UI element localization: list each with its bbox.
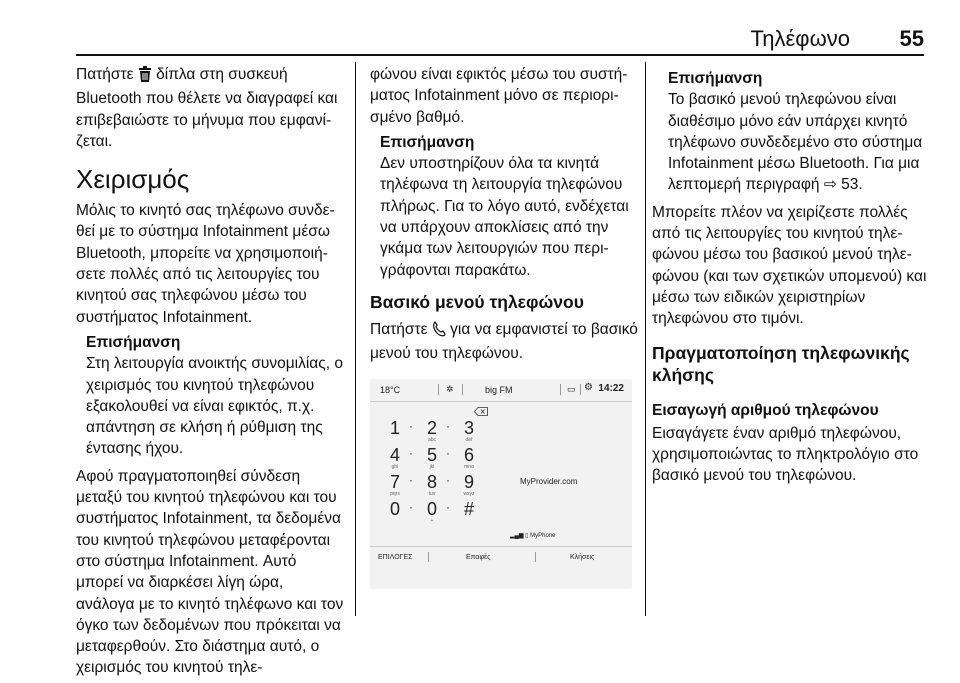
paragraph: Μόλις το κινητό σας τηλέφωνο συνδεθεί με το σύστημα Infotainment μέσω Bluetooth, μπορείτε να χρησιμοποιήσετε πολλές από τις λειτουργίες του κινητού σας τηλεφώνου μέσω του συστήματος Infotainment. xyxy=(76,202,335,326)
paragraph: Εισαγάγετε έναν αριθμό τηλεφώνου, χρησιμοποιώντας το πληκτρολόγιο στο βασικό μενού του τηλεφώνου. xyxy=(652,424,919,485)
subsection-title-enter-number: Εισαγωγή αριθμού τηλεφώνου xyxy=(652,401,879,419)
key-6[interactable]: 6 mno xyxy=(463,444,474,470)
signal-strength-icon: ▂▄▆ xyxy=(510,532,524,539)
key-7[interactable]: 7 pqrs xyxy=(389,471,400,497)
key-2[interactable]: 2 abc xyxy=(426,417,437,443)
note-title: Επισήμανση xyxy=(668,70,763,87)
provider-name: MyProvider.com xyxy=(520,476,578,486)
trash-icon xyxy=(138,66,152,88)
key-separator: · xyxy=(409,445,413,460)
key-0[interactable]: 0 xyxy=(389,498,400,519)
key-separator: · xyxy=(446,472,450,487)
phone-handset-icon xyxy=(432,321,446,343)
key-hash[interactable]: # xyxy=(463,498,474,519)
key-5[interactable]: 5 jkl xyxy=(426,444,437,470)
key-separator: · xyxy=(409,418,413,433)
note-block xyxy=(86,332,344,460)
key-separator: · xyxy=(446,418,450,433)
page-header xyxy=(0,0,960,56)
note-title: Επισήμανση xyxy=(86,333,181,351)
paragraph: Μπορείτε πλέον να χειρίζεστε πολλές από τις λειτουργίες του κινητού τηλεφώνου μέσω του βασικού μενού τηλεφώνου (και των σχετικών υπομενού) και μέσω των ειδικών χειριστηρίων τηλεφώνου στο τιμόνι. xyxy=(652,203,927,328)
key-separator: · xyxy=(446,445,450,460)
note-text: Το βασικό μενού τηλεφώνου είναι διαθέσιμο μόνο εάν υπάρχει κινητό τηλέφωνο συνδεδεμένο στο σύστημα Infotainment μέσω Bluetooth. Για μια λεπτομερή περιγραφή ⇨ 53. xyxy=(668,91,923,194)
key-separator: · xyxy=(409,472,413,487)
phone-main-menu-screenshot xyxy=(370,379,632,589)
subsection-title-phone-menu: Βασικό μενού τηλεφώνου xyxy=(370,291,584,312)
header-title: Τηλέφωνο xyxy=(750,26,850,51)
status-bar xyxy=(370,379,632,402)
column-3 xyxy=(652,64,928,491)
menu-instruction: Πατήστε για να εμφανιστεί το βασικό μενού του τηλεφώνου. xyxy=(370,320,638,363)
backspace-icon[interactable] xyxy=(474,407,488,419)
column-2 xyxy=(370,64,640,589)
tab-options[interactable]: ΕΠΙΛΟΓΕΣ xyxy=(378,553,413,561)
column-divider xyxy=(645,62,646,616)
climate-icon: ✲ xyxy=(446,383,454,394)
delete-instruction: Πατήστε δίπλα στη συσκευή Bluetooth που θέλετε να διαγραφεί και επιβεβαιώστε το μήνυμα που εμφανίζεται. xyxy=(76,66,338,150)
phone-menu-tabs xyxy=(370,546,632,567)
key-8[interactable]: 8 tuv xyxy=(426,471,437,497)
clock: 14:22 xyxy=(598,382,624,394)
note-title: Επισήμανση xyxy=(380,133,475,151)
section-title-operation: Χειρισμός xyxy=(76,164,190,195)
column-1 xyxy=(76,64,344,683)
key-separator: · xyxy=(446,499,450,514)
message-icon: ▭ xyxy=(567,383,576,394)
tab-contacts[interactable]: Επαφές xyxy=(466,553,491,561)
note-text: Στη λειτουργία ανοικτής συνομιλίας, ο χειρισμός του κινητού τηλεφώνου εξακολουθεί να είναι εφικτός, π.χ. απάντηση σε κλήση ή ρύθμιση της έντασης ήχου. xyxy=(86,355,343,458)
key-3[interactable]: 3 def xyxy=(463,417,474,443)
note-block xyxy=(380,132,640,281)
section-title-making-call: Πραγματοποίηση τηλεφωνικής κλήσης xyxy=(652,342,910,385)
key-separator: · xyxy=(409,499,413,514)
key-1[interactable]: 1 xyxy=(389,417,400,438)
radio-station: big FM xyxy=(485,384,513,395)
note-block xyxy=(668,68,928,196)
phone-icon: ▯ xyxy=(525,532,529,539)
page-reference[interactable]: 53. xyxy=(841,176,863,194)
temperature: 18°C xyxy=(380,384,401,395)
tab-calls[interactable]: Κλήσεις xyxy=(570,553,595,561)
page-number: 55 xyxy=(899,26,924,51)
key-9[interactable]: 9 wxyz xyxy=(463,471,475,497)
paragraph: φώνου είναι εφικτός μέσω του συστήματος Infotainment μόνο σε περιορισμένο βαθμό. xyxy=(370,66,628,126)
connected-phone: ▂▄▆ ▯ MyPhone xyxy=(510,532,556,539)
settings-gear-icon: ⚙ xyxy=(584,381,593,393)
note-text: Δεν υποστηρίζουν όλα τα κινητά τηλέφωνα τη λειτουργία τηλεφώνου πλήρως. Για το λόγο αυτό, ενδέχεται να υπάρχουν αποκλίσεις από την γκάμα των λειτουργιών που περιγράφονται παρακάτω. xyxy=(380,155,629,279)
key-0-plus[interactable]: 0 + xyxy=(426,498,437,524)
column-divider xyxy=(355,62,356,616)
key-4[interactable]: 4 ghi xyxy=(389,444,400,470)
paragraph: Αφού πραγματοποιηθεί σύνδεση μεταξύ του κινητού τηλεφώνου και του συστήματος Infotainment, τα δεδομένα του κινητού τηλεφώνου μεταφέρονται στο σύστημα Infotainment. Αυτό μπορεί να διαρκέσει λίγη ώρα, ανάλογα με το κινητό τηλέφωνο και τον όγκο των δεδομένων που πρόκειται να μεταφερθούν. Στο διάστημα αυτό, ο χειρισμός του κινητού τηλε- xyxy=(76,467,344,677)
header-rule xyxy=(76,54,924,56)
page-reference-arrow-icon: ⇨ xyxy=(823,176,837,194)
